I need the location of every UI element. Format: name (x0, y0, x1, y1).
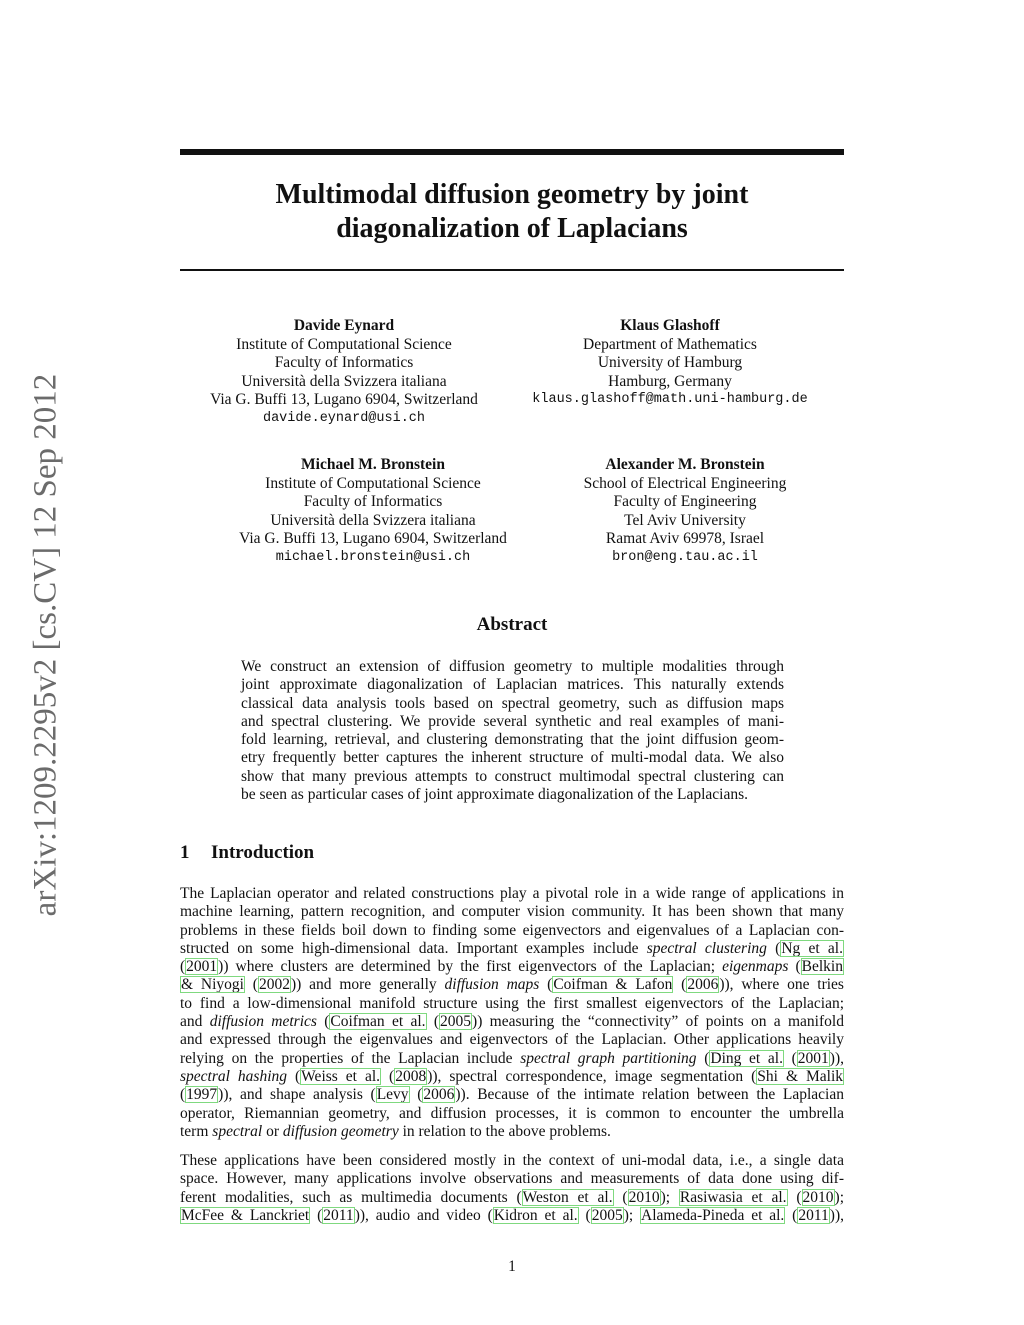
author-affiliation: University of Hamburg (597, 354, 743, 371)
text-run: ( (783, 1049, 797, 1067)
author-address: Via G. Buffi 13, Lugano 6904, Switzerland (210, 391, 478, 408)
text-run: and (180, 1013, 210, 1031)
text-line: The Laplacian operator and related constructions play a pivotal role in a wide range of applications in (180, 885, 844, 902)
text-line (180, 1086, 844, 1104)
citation-link[interactable]: Levy (376, 1086, 409, 1104)
text-run: ( (673, 976, 687, 994)
text-run: )) and more generally (290, 976, 445, 994)
author-affiliation: Università della Svizzera italiana (241, 372, 447, 390)
author-affiliation: Institute of Computational Science (236, 335, 452, 353)
text-run: )), (829, 1206, 844, 1224)
text-run: ( (180, 958, 186, 976)
text-run: ( (381, 1067, 395, 1085)
text-run: ); (660, 1188, 679, 1206)
text-line (180, 1207, 844, 1225)
section-heading (180, 842, 314, 864)
author-name: Davide Eynard (293, 317, 395, 334)
citation-link[interactable]: 2006 (423, 1086, 455, 1104)
title-bottom-rule (180, 269, 844, 271)
text-run: structed on some high-dimensional data. Important examples include (180, 939, 647, 957)
text-run: )), spectral correspondence, image segmentation ( (427, 1067, 757, 1085)
abstract-line: fold learning, retrieval, and clustering demonstrating that the joint diffusion geom- (241, 731, 784, 749)
author-email[interactable]: davide.eynard@usi.ch (262, 410, 426, 426)
abstract-line: show that many previous attempts to construct multimodal spectral clustering can (241, 767, 784, 785)
text-run: or (262, 1122, 283, 1140)
author-name: Michael M. Bronstein (301, 456, 445, 473)
text-run: )) measuring the “connectivity” of points on a manifold (472, 1013, 844, 1031)
text-line (180, 1013, 844, 1031)
arxiv-sidebar (16, 360, 76, 930)
citation-link[interactable]: Belkin (801, 958, 843, 976)
author-block (164, 317, 524, 428)
citation-link[interactable]: Alameda-Pineda et al. (641, 1206, 785, 1224)
abstract-line: classical data analysis tools based on spectral geometry, such as diffusion maps (241, 694, 784, 712)
text-run: ( (310, 1206, 323, 1224)
emphasis: eigenmaps (722, 958, 789, 976)
text-line (180, 1050, 844, 1068)
emphasis: diffusion geometry (282, 1122, 399, 1140)
text-run: )), where one tries (719, 976, 844, 994)
text-line: These applications have been considered mostly in the context of uni-modal data, i.e., a single data (180, 1152, 844, 1169)
author-affiliation: Department of Mathematics (583, 335, 757, 353)
text-run: ( (578, 1206, 591, 1224)
author-affiliation: Faculty of Informatics (303, 493, 443, 510)
author-affiliation: Tel Aviv University (624, 511, 746, 529)
author-affiliation: Faculty of Informatics (274, 354, 414, 371)
citation-link[interactable]: 2001 (186, 958, 218, 976)
text-run: in relation to the above problems. (398, 1122, 611, 1140)
author-affiliation: Institute of Computational Science (265, 474, 481, 492)
title-line-1: Multimodal diffusion geometry by joint (275, 179, 749, 210)
citation-link[interactable]: 2011 (798, 1206, 829, 1224)
author-address: Hamburg, Germany (608, 372, 732, 390)
text-run: ( (409, 1086, 423, 1104)
citation-link[interactable]: 2005 (591, 1206, 623, 1224)
author-address: Via G. Buffi 13, Lugano 6904, Switzerland (239, 530, 507, 547)
emphasis: spectral clustering (646, 939, 767, 957)
citation-link[interactable]: 2011 (323, 1206, 354, 1224)
author-block (490, 317, 850, 410)
text-line (180, 940, 844, 958)
citation-link[interactable]: Coifman & Lafon (553, 976, 673, 994)
citation-link[interactable]: Coifman et al. (330, 1013, 426, 1031)
text-line: to find a low-dimensional manifold structure using the first smallest eigenvectors of the Laplacian; (180, 994, 844, 1012)
citation-link[interactable]: Ng et al. (781, 939, 843, 957)
text-run: )), (829, 1049, 844, 1067)
text-run: ( (787, 1188, 802, 1206)
emphasis: diffusion metrics (209, 1013, 317, 1031)
text-run: ); (623, 1206, 641, 1224)
citation-link[interactable]: Kidron et al. (493, 1206, 578, 1224)
abstract-body (241, 658, 784, 804)
text-line (180, 1068, 844, 1086)
text-run: )), and shape analysis ( (218, 1086, 376, 1104)
text-run: ferent modalities, such as multimedia documents ( (180, 1188, 522, 1206)
text-run: )) where clusters are determined by the first eigenvectors of the Laplacian; (218, 958, 723, 976)
citation-link[interactable]: 2001 (797, 1049, 829, 1067)
citation-link[interactable]: 2008 (395, 1067, 427, 1085)
text-line (180, 1189, 844, 1207)
emphasis: spectral hashing (180, 1067, 288, 1085)
abstract-heading: Abstract (476, 614, 548, 635)
text-line (180, 958, 844, 976)
paper-title (180, 178, 844, 246)
title-line-2: diagonalization of Laplacians (336, 213, 688, 244)
text-run: ( (785, 1206, 798, 1224)
title-top-rule (180, 149, 844, 155)
abstract-line: joint approximate diagonalization of Laplacian matrices. This naturally extends (241, 676, 784, 694)
citation-link[interactable]: Rasiwasia et al. (679, 1188, 787, 1206)
text-run: ( (788, 958, 801, 976)
text-run: ( (244, 976, 258, 994)
citation-link[interactable]: 2002 (258, 976, 290, 994)
arxiv-identifier: arXiv:1209.2295v2 [cs.CV] 12 Sep 2012 (27, 373, 64, 917)
section-title: Introduction (211, 842, 315, 863)
text-run: )). Because of the intimate relation between the Laplacian (455, 1086, 844, 1104)
citation-link[interactable]: 2005 (440, 1013, 472, 1031)
author-affiliation: Università della Svizzera italiana (270, 511, 476, 529)
author-email[interactable]: klaus.glashoff@math.uni-hamburg.de (532, 392, 808, 407)
author-name: Alexander M. Bronstein (605, 456, 765, 473)
citation-link[interactable]: 1997 (186, 1086, 218, 1104)
citation-link[interactable]: McFee & Lanckriet (181, 1206, 310, 1224)
citation-link[interactable]: 2010 (802, 1188, 834, 1206)
author-block (193, 456, 553, 567)
text-run: ); (834, 1188, 844, 1206)
author-name: Klaus Glashoff (620, 317, 720, 334)
text-run: ( (287, 1067, 301, 1085)
abstract-line: We construct an extension of diffusion geometry to multiple modalities through (241, 658, 784, 675)
text-line: machine learning, pattern recognition, and computer vision community. It has been shown that many (180, 903, 844, 921)
text-line: space. However, many applications involve observations and measurements of data done using dif- (180, 1170, 844, 1188)
text-line: problems in these fields boil down to finding some eigenvectors and eigenvalues of a Laplacian con- (180, 921, 844, 939)
emphasis: spectral graph partitioning (520, 1049, 697, 1067)
text-run: ( (426, 1013, 440, 1031)
author-block (505, 456, 865, 567)
text-run: ( (180, 1086, 186, 1104)
text-run: )), audio and video ( (354, 1206, 493, 1224)
author-email[interactable]: michael.bronstein@usi.ch (275, 549, 471, 565)
abstract-line: and spectral clustering. We provide several synthetic and real examples of mani- (241, 712, 784, 730)
emphasis: diffusion maps (444, 976, 540, 994)
author-affiliation: School of Electrical Engineering (583, 474, 787, 492)
abstract-line: be seen as particular cases of joint approximate diagonalization of the Laplacians. (241, 786, 748, 804)
text-run: relying on the properties of the Laplacian include (180, 1049, 521, 1067)
text-run: ( (539, 976, 553, 994)
citation-link[interactable]: & Niyogi (181, 976, 244, 994)
intro-paragraph-2 (180, 1152, 844, 1225)
citation-link[interactable]: Shi & Malik (757, 1067, 844, 1085)
text-run: ( (316, 1013, 330, 1031)
intro-paragraph-1 (180, 885, 844, 1141)
abstract-line: etry frequently better captures the inherent structure of multi-modal data. We also (241, 749, 784, 767)
citation-link[interactable]: Ding et al. (710, 1049, 783, 1067)
author-affiliation: Faculty of Engineering (613, 493, 757, 510)
text-line (180, 976, 844, 994)
citation-link[interactable]: 2010 (628, 1188, 660, 1206)
emphasis: spectral (212, 1122, 263, 1140)
text-run: term (180, 1122, 213, 1140)
author-address: Ramat Aviv 69978, Israel (605, 530, 765, 547)
text-line (180, 1123, 844, 1141)
text-line: operator, Riemannian geometry, and diffusion processes, it is common to encounter the umbrella (180, 1104, 844, 1122)
citation-link[interactable]: Weiss et al. (301, 1067, 381, 1085)
citation-link[interactable]: 2006 (687, 976, 719, 994)
text-run: ( (766, 939, 781, 957)
citation-link[interactable]: Weston et al. (522, 1188, 613, 1206)
text-run: ( (696, 1049, 710, 1067)
text-line: and expressed through the eigenvalues and eigenvectors of the Laplacian. Other applications heavily (180, 1031, 844, 1049)
page-number: 1 (508, 1258, 516, 1275)
author-email[interactable]: bron@eng.tau.ac.il (612, 549, 758, 565)
text-run: ( (613, 1188, 628, 1206)
section-number: 1 (180, 842, 190, 863)
